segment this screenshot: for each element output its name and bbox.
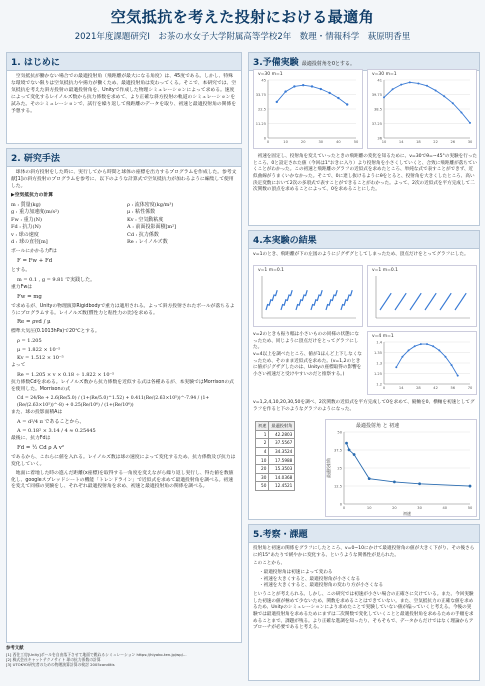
table-cell: 50 <box>256 482 269 491</box>
y-tick-label: 25 <box>337 466 342 471</box>
series-line <box>296 290 307 310</box>
series-line <box>425 293 436 310</box>
equation: Kv = 1.512 × 10⁻⁵ <box>17 354 64 361</box>
data-point <box>328 92 330 94</box>
x-tick-label: 70 <box>467 386 473 390</box>
y-axis-label: 最適投射角 <box>326 458 331 478</box>
intro-text: 空気抵抗が働かない場合での最適投射角（飛距離が最大になる角度）は、45度である。しかし、特殊な環境でない限りは空気抵抗力や揚力が働くため、最適投射角は変わってくる。そこで、本研究では、空気抵抗を考えた斜方投射の最適投射角を、Unityで作成した物理シミュレーションによって求める。速度によって変化するレイノルズ数から抗力係数を求めて、より正確な斜方投射の軌道のシミュレーションを試みた。そのシミュレーションで、試行を繰り返して飛距離のデータを取り、初速と最適投射角の関係を予想する。 <box>11 74 237 114</box>
equation: A = d²/4 π であることから、 <box>17 419 85 426</box>
series-line <box>277 85 347 104</box>
x-tick-label: 30 <box>318 140 324 144</box>
discussion-text: ということが考えられる。しかし、この研究では初速が小さい場合の正確さに欠けている。また、今回実験した初速の値が極めて少ないため、関数を求めることはできていない。また、空気抵抗力の正確な値を求めるため、Unityのシミュレーションにより求めたことで実験していない値が偏っていくと考える。今後の実験では最適投射角を求めるためにまずは二次関数で変化していくことと最適投射角を求めるための手順を求めることまで、課題が残る。より正確な進調を知ったり、そもそもで、データからだけではなく理論からアプローチが必要であると考える。 <box>253 591 474 631</box>
results-table <box>255 421 295 491</box>
series-line <box>311 290 322 310</box>
list-item: ・ 初速を大きくすると、最適投射角の変わり方が小さくなる <box>259 583 475 590</box>
equation: Fw = mg <box>17 293 42 300</box>
data-point <box>393 480 396 483</box>
discussion-bullets <box>259 570 475 590</box>
method-text: 最後に、抗力Fdは <box>11 435 51 441</box>
section-heading: 2. 研究手法 <box>7 149 241 167</box>
y-tick-label: 37.25 <box>371 122 382 126</box>
y-tick-label: 22.5 <box>257 107 266 112</box>
section-heading: 5.考察・課題 <box>249 525 479 543</box>
data-point <box>368 477 371 480</box>
x-tick-label: 0 <box>382 386 386 390</box>
chart-svg <box>368 332 476 394</box>
table-cell: 42.2803 <box>269 430 295 439</box>
symbol: m : 質量(kg) <box>11 201 41 208</box>
reference-item: [2] 株式会社キャットテクノサイト 球の抗力係数の計算 <box>6 657 101 663</box>
equation: Fd = ½ Cd ρ A v² <box>17 444 65 451</box>
chart-label: v=30 m=1 <box>258 72 283 77</box>
chart-v1-peaks <box>367 265 477 327</box>
series-line <box>380 293 391 310</box>
x-tick-label: 26 <box>450 140 456 144</box>
reference-item: [1] 西住工房[Unity]ボールを自由落下させて地面で跳ねるシミュレーション https://hiyoko-ten.jp/wp/... <box>6 651 187 657</box>
data-point <box>444 356 446 358</box>
y-tick-label: 1.3 <box>376 361 382 366</box>
symbol: ρ : 流体密度(kg/m³) <box>127 201 174 208</box>
table-cell: 15.3503 <box>269 464 295 473</box>
series-line <box>341 290 352 310</box>
x-tick-label: 28 <box>416 386 421 390</box>
chart-label: v=1 m=0.1 <box>258 268 285 273</box>
chart-v1-zigzag <box>253 265 363 327</box>
table-cell: 1 <box>256 430 269 439</box>
symbol: Cd : 抗力係数 <box>127 231 159 238</box>
table-header: 初速 <box>256 422 269 431</box>
symbol: A : 前面投影面積[m²] <box>127 224 177 231</box>
y-tick-label: 1.2 <box>376 382 382 387</box>
prelim-text: 初速を固定し、投射角を変えていったときの飛距離の変化を知るために、v=30でθ=~45°の実験を行ったところ、0と設定された値（今回は1°おきに入り）より投射角を小さくしていくと、合致に飛距離が落ちていくことがわかった。この初速と飛距離のグラフの近似式を求めたところ、単純な式で表すことができず、近似曲線がうまくいかなかった。そこで、0に達し抜けるようにθをとると、投射角を大きくしたところ、高い決定変数において2次の多項式で表すことができることがわかった。よって、2次の近似式を平方完成して二次関数の頂点を求めることによって、0を求めることにした。 <box>253 154 478 193</box>
y-tick-label: 37.5 <box>333 448 342 453</box>
series-line <box>455 293 466 310</box>
table-cell: 20 <box>256 464 269 473</box>
x-tick-label: 42 <box>433 386 438 390</box>
x-tick-label: 20 <box>392 506 397 510</box>
data-point <box>418 482 421 485</box>
equation: m = 0.1 , g = 9.81 で実践した。 <box>17 276 96 283</box>
section-heading: 1. はじめに <box>7 53 241 71</box>
x-tick-label: 0 <box>342 506 346 510</box>
chart-title: 最適投射角 と 初速 <box>356 423 400 429</box>
x-tick-label: 40 <box>336 140 341 144</box>
y-tick-label: 33.75 <box>255 93 266 97</box>
series-line <box>440 293 451 310</box>
symbol: Fd : 抗力(N) <box>11 224 41 231</box>
data-point <box>408 349 410 351</box>
table-cell: 12.4521 <box>269 482 295 491</box>
table-cell: 34.3524 <box>269 447 295 456</box>
table-cell: 30 <box>256 473 269 482</box>
x-tick-label: 50 <box>353 140 359 144</box>
poster-title: 空気抵抗を考えた投射における最適角 <box>110 8 375 26</box>
chart-svg <box>368 266 476 326</box>
y-tick-label: 1.35 <box>373 351 382 355</box>
y-tick-label: 39.75 <box>371 93 382 97</box>
x-axis-label: 初速 <box>403 511 411 516</box>
series-line <box>396 344 457 376</box>
data-point <box>353 453 356 456</box>
list-item: ・ 初速を大きくすると、最適投射角が小さくなる <box>259 577 475 584</box>
chart-svg <box>326 420 476 516</box>
y-tick-label: 45 <box>261 78 266 83</box>
discussion-text: このことから、 <box>253 561 286 567</box>
results-lead-2: v=1,2,4,10,20,30,50を調べ、2次関数の近似式を平方完成して0を求めて、縦軸を0、横軸を初速としてグラフを作ると下のようなグラフのようになった。 <box>253 400 475 412</box>
data-point <box>302 84 304 86</box>
data-point <box>435 89 437 91</box>
y-tick-label: 0 <box>263 136 266 141</box>
data-point <box>417 82 419 84</box>
table-cell: 37.5567 <box>269 439 295 448</box>
heading-lead: 最適投射角を0とする。 <box>301 61 356 67</box>
chart-svg <box>368 70 476 148</box>
chart-label: v=4 m=1 <box>372 334 394 339</box>
series-line <box>326 290 337 310</box>
table-cell: 17.5988 <box>269 456 295 465</box>
data-point <box>469 122 471 124</box>
method-subheading: ▶空気抵抗力の計算 <box>11 192 54 198</box>
data-point <box>401 356 403 358</box>
method-text: 地面に着地した時の進んだ距離(x座標)を取得する一角度を変えながら繰り返し実行し、得た値を数値化し、googleスプレッドシートの機能「トレンドライン」で近似式を求めて最適投射角を調べる。初速を変えて同様の実験をし、それぞれ最適投射角を求め、初速と最適投射角の関係を調べる。 <box>11 470 234 490</box>
y-tick-label: 11.25 <box>255 122 266 126</box>
x-tick-label: 10 <box>381 140 387 144</box>
data-point <box>345 442 348 445</box>
chart-label: v=30 m=1 <box>372 72 397 77</box>
series-line <box>384 82 470 123</box>
data-point <box>438 349 440 351</box>
data-point <box>346 103 348 105</box>
table-row <box>256 439 295 448</box>
chart-svg <box>254 266 362 326</box>
symbol: Fw : 重力(N) <box>11 216 42 223</box>
data-point <box>293 85 295 87</box>
chart-label: v=1 m=0.1 <box>372 268 399 273</box>
data-point <box>320 88 322 90</box>
symbol: d : 球の直径[m] <box>11 239 48 246</box>
morrison-equation: Cd = 24/Re + 2.6(Re/5.0) / (1+(Re/5.0)^1.52) + 0.411(Re/(2.63×10⁵))^-7.94 / (1+(Re/(2.63×10⁵))^-8) + 0.25(Re/10⁶) / (1+(Re/10⁶)) <box>17 396 210 408</box>
equation: Re = 1.205 × v × 0.18 ÷ 1.822 × 10⁻⁵ <box>17 371 115 378</box>
equation: Re = ρvd / μ <box>17 319 51 326</box>
data-point <box>460 111 462 113</box>
x-tick-label: 14 <box>398 140 404 144</box>
results-mid-text: v=2のときも振り幅は小さいものの同様の状態になったため、同じように頂点だけをとってグラフにした。 v=4以上を調べたところ、値が1ほんど上下しなくなったため、そのまま近似式を求めた。(v=1,2のときに値がジグザグしたのは、Unityの座標取得の影響を小さい初速だと受けやすいのだと推察する。) <box>253 332 362 377</box>
method-text: 抗力係数Cdを求める。レイノルズ数から抗力係数を近似する式は各種あるが、本実験ではMorrisonの式を使用した。Morrisonの式 <box>11 380 234 393</box>
data-point <box>469 485 472 488</box>
list-item: ・ 最適投射角は初速によって変わる <box>259 570 475 577</box>
x-tick-label: 10 <box>366 506 372 510</box>
data-point <box>276 101 278 103</box>
x-tick-label: 56 <box>450 386 456 390</box>
y-tick-label: 38.5 <box>373 107 382 112</box>
table-row <box>256 456 295 465</box>
method-text: とする。 <box>11 267 31 273</box>
data-point <box>452 102 454 104</box>
chart-svg <box>254 70 362 148</box>
table-row <box>256 430 295 439</box>
equation: F = Fw + Fd <box>17 257 53 264</box>
method-text: であるから、これらに値を入れる。レイノルズ数は球の速度によって変化するため、抗力係数及び抗力は変化していく。 <box>11 454 236 467</box>
data-point <box>311 85 313 87</box>
symbol: Re : レイノルズ数 <box>127 239 168 246</box>
symbol: μ : 粘性係数 <box>127 209 156 216</box>
x-tick-label: 30 <box>417 506 422 510</box>
method-text: 重力Fwは <box>11 284 33 290</box>
table-cell: 14.0368 <box>269 473 295 482</box>
x-tick-label: 30 <box>467 140 473 144</box>
chart-prelim-1 <box>253 69 363 149</box>
x-tick-label: 0 <box>266 140 270 144</box>
section-preliminary <box>248 52 480 226</box>
method-text: 標準大気圧(0.1013hPa)で20℃とする。 <box>11 329 100 335</box>
series-line <box>410 293 421 310</box>
method-text: ボールにかかる力Fは <box>11 248 57 254</box>
section-discussion <box>248 524 480 681</box>
section-results <box>248 230 480 520</box>
discussion-text: 投射角と初速の関係をグラフにしたところ、v=0~10にかけて最適投射角の値が大きく下がり、その後さらに約15°あたりで緩やかに変化する、というような関係性が見られた。 <box>253 546 475 558</box>
heading-text: 3.予備実験 <box>253 58 299 68</box>
data-point <box>420 343 422 345</box>
table-cell: 2 <box>256 439 269 448</box>
data-point <box>409 81 411 83</box>
data-point <box>348 449 351 452</box>
x-tick-label: 20 <box>300 140 306 144</box>
table-row <box>256 447 295 456</box>
data-point <box>395 366 397 368</box>
data-point <box>426 85 428 87</box>
table-cell: 10 <box>256 456 269 465</box>
data-point <box>432 345 434 347</box>
y-tick-label: 0 <box>339 502 342 507</box>
series-line <box>266 290 277 310</box>
y-tick-label: 1.4 <box>376 340 382 345</box>
section-introduction <box>6 52 242 144</box>
equation: A = 0.18² × 3.14 / 4 ≈ 0.25445 <box>17 427 96 434</box>
table-cell: 4 <box>256 447 269 456</box>
data-point <box>426 343 428 345</box>
data-point <box>451 364 453 366</box>
table-row <box>256 464 295 473</box>
y-tick-label: 1.25 <box>373 372 382 376</box>
data-point <box>337 97 339 99</box>
method-text: よって <box>11 363 26 369</box>
equation: μ = 1.822 × 10⁻⁵ <box>17 346 61 353</box>
poster-subtitle: 2021年度課題研究Ⅰ お茶の水女子大学附属高等学校2年 数理・情報科学 萩原明香里 <box>74 32 411 42</box>
table-row <box>256 482 295 491</box>
method-text: で求めるが、Unityの物理演算Rigidbodyで重力は適用される。よって斜方投射されたボールが落ちるようにプログラムする。レイノルズ数(慣性力と粘性力の比)を求める。 <box>11 303 235 316</box>
x-tick-label: 22 <box>433 140 438 144</box>
series-line <box>347 443 470 486</box>
x-tick-label: 14 <box>398 386 404 390</box>
chart-prelim-2 <box>367 69 477 149</box>
symbol: Kv : 空気動粘度 <box>127 216 164 223</box>
series-line <box>395 293 406 310</box>
y-tick-label: 12.5 <box>333 484 342 489</box>
symbol: g : 重力加速度(m/s²) <box>11 209 59 216</box>
x-tick-label: 40 <box>442 506 448 510</box>
y-tick-label: 50 <box>337 430 342 435</box>
method-intro: 球体の斜方投射をした時に、実行してから時間と球体の座標を出力するプログラムを作成した。参考文献[1]の斜方投射のプログラムを参考に、以下のような計算式で空気抵抗力が加わるように編集して使用した。 <box>11 170 237 189</box>
references-heading: 参考文献 <box>6 646 24 651</box>
section-method <box>6 148 242 643</box>
table-row <box>256 473 295 482</box>
section-heading: 4.本実験の結果 <box>249 231 479 249</box>
data-point <box>457 375 459 377</box>
results-lead: v=1のとき、飛距離が下の左図のようにジグザグとしてしまったため、頂点だけをとってグラフにした。 <box>253 252 469 257</box>
x-tick-label: 10 <box>283 140 288 144</box>
data-point <box>392 88 394 90</box>
data-point <box>400 84 402 86</box>
chart-optimal-angle <box>325 419 477 517</box>
series-line <box>281 290 292 310</box>
chart-v4 <box>367 331 477 395</box>
y-tick-label: 36 <box>377 136 382 141</box>
x-tick-label: 50 <box>467 506 473 510</box>
method-text: また、球の投影面積Aは <box>11 410 63 416</box>
data-point <box>443 95 445 97</box>
symbol: v : 球の速度 <box>11 231 39 238</box>
x-tick-label: 18 <box>416 140 421 144</box>
y-tick-label: 41 <box>377 78 382 83</box>
references <box>6 646 242 667</box>
equation: ρ = 1.205 <box>17 338 42 345</box>
data-point <box>414 345 416 347</box>
data-point <box>284 90 286 92</box>
symbol-list <box>11 202 237 247</box>
table-header: 最適投射角 <box>269 422 295 431</box>
reference-item: [3] UTOKYO研究者のための物理演算計算の検討 2005conditis <box>6 662 115 668</box>
data-point <box>383 96 385 98</box>
